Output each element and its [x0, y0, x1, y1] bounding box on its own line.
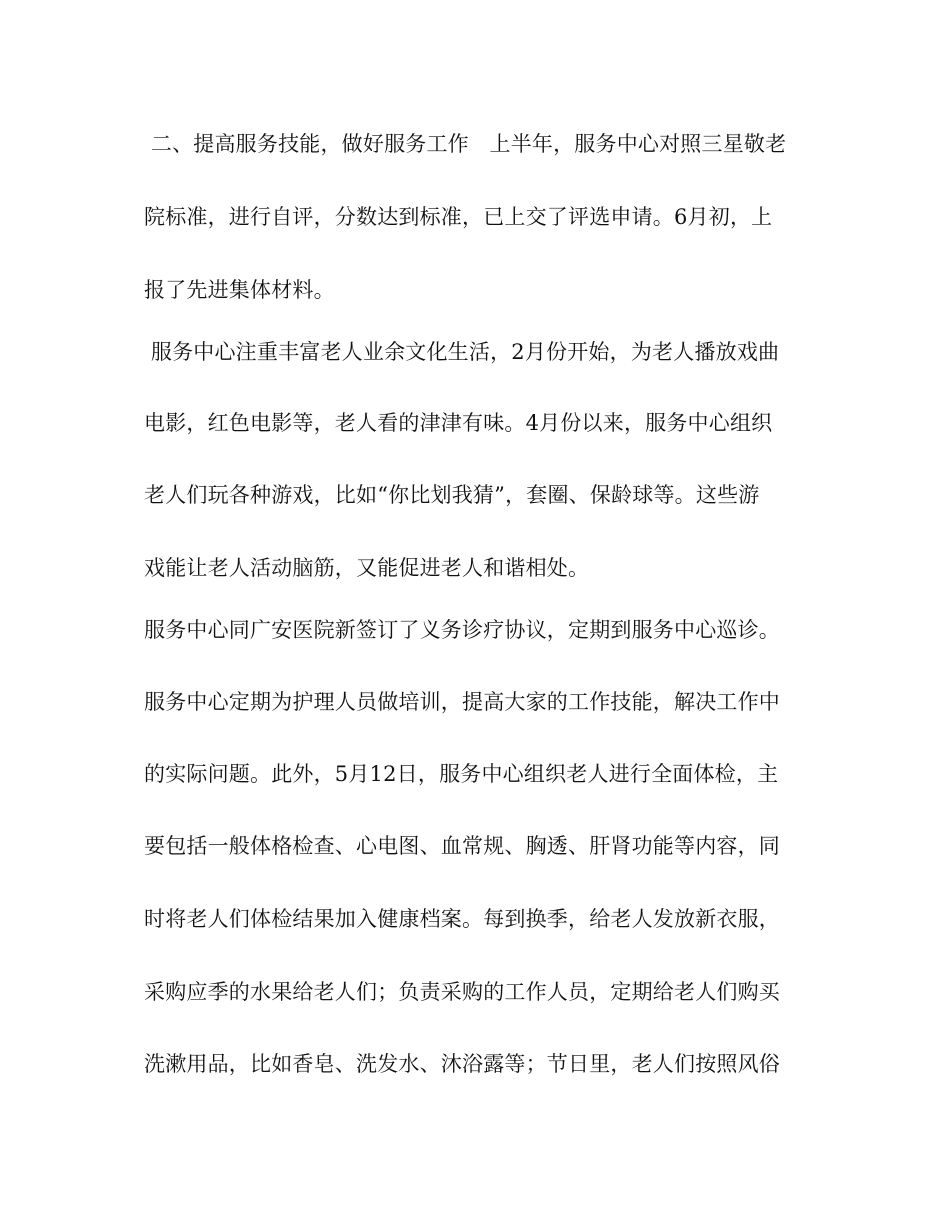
text-line: 时将老人们体检结果加入健康档案。每到换季，给老人发放新衣服， [144, 907, 780, 931]
text-line: 的实际问题。此外，5月12日，服务中心组织老人进行全面体检，主 [144, 762, 779, 786]
text-line: 电影，红色电影等，老人看的津津有味。4月份以来，服务中心组织 [144, 411, 773, 435]
text-line: 采购应季的水果给老人们；负责采购的工作人员，定期给老人们购买 [144, 980, 780, 1004]
text-line: 服务中心定期为护理人员做培训，提高大家的工作技能，解决工作中 [144, 690, 780, 714]
text-line: 报了先进集体材料。 [144, 278, 335, 302]
text-line: 洗漱用品，比如香皂、洗发水、沐浴露等；节日里，老人们按照风俗 [144, 1052, 780, 1076]
text-line: 要包括一般体格检查、心电图、血常规、胸透、肝肾功能等内容，同 [144, 834, 780, 858]
text-line: 院标准，进行自评，分数达到标准，已上交了评选申请。6月初，上 [144, 205, 773, 229]
text-line: 二、提高服务技能，做好服务工作 上半年，服务中心对照三星敬老 [144, 132, 787, 156]
text-line: 服务中心同广安医院新签订了义务诊疗协议，定期到服务中心巡诊。 [144, 618, 780, 642]
text-line: 老人们玩各种游戏，比如“你比划我猜”，套圈、保龄球等。这些游 [144, 483, 760, 507]
text-line: 戏能让老人活动脑筋，又能促进老人和谐相处。 [144, 556, 590, 580]
text-line: 服务中心注重丰富老人业余文化生活，2月份开始，为老人播放戏曲 [144, 340, 780, 364]
